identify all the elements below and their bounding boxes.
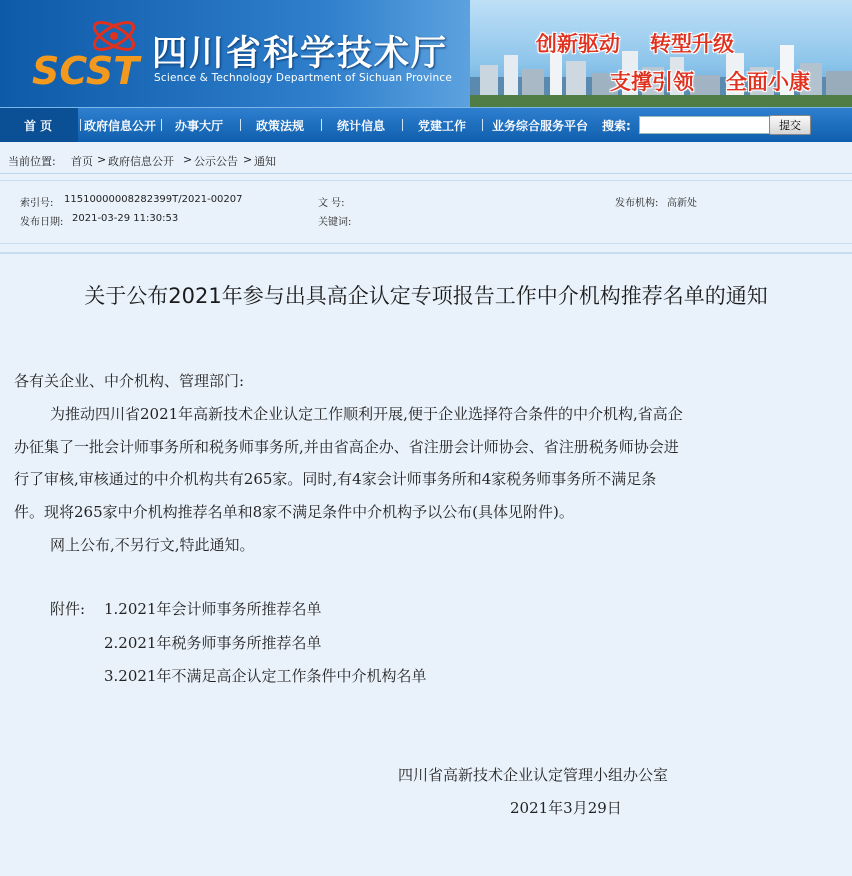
search-submit-button[interactable]: 提交 xyxy=(769,115,811,135)
date-value: 2021-03-29 11:30:53 xyxy=(72,213,179,224)
attachment-item[interactable]: 3.2021年不满足高企认定工作条件中介机构名单 xyxy=(104,667,427,685)
scst-logo-icon xyxy=(32,14,147,94)
search-label: 搜索: xyxy=(602,119,631,133)
breadcrumb-sep: > xyxy=(97,153,107,166)
index-label: 索引号: xyxy=(20,198,54,209)
nav-item-policies[interactable]: 政策法规 xyxy=(256,119,305,133)
paragraph-line: 件。现将265家中介机构推荐名单和8家不满足条件中介机构予以公布(具体见附件)。 xyxy=(14,503,574,521)
logo-lettering: SCST xyxy=(32,49,140,93)
breadcrumb-home[interactable]: 首页 xyxy=(71,155,93,168)
nav-item-party-building[interactable]: 党建工作 xyxy=(418,119,467,133)
nav-separator xyxy=(161,119,162,131)
nav-item-home[interactable]: 首 页 xyxy=(0,108,78,142)
nav-item-statistics[interactable]: 统计信息 xyxy=(337,119,386,133)
attachment-item[interactable]: 2.2021年税务师事务所推荐名单 xyxy=(104,634,322,652)
paragraph-line: 行了审核,审核通过的中介机构共有265家。同时,有4家会计师事务所和4家税务师事务所不满足条 xyxy=(14,470,657,488)
docno-label: 文 号: xyxy=(318,198,345,209)
org-label: 发布机构: xyxy=(615,198,659,209)
nav-item-service-platform[interactable]: 业务综合服务平台 xyxy=(492,119,589,133)
attachments-label: 附件: xyxy=(50,600,86,618)
nav-separator xyxy=(402,119,403,131)
slogan-4: 全面小康 xyxy=(726,70,810,94)
paragraph-line: 办征集了一批会计师事务所和税务师事务所,并由省高企办、省注册会计师协会、省注册税务师协会进 xyxy=(14,438,679,456)
breadcrumb-current[interactable]: 通知 xyxy=(254,155,276,168)
breadcrumb xyxy=(0,145,852,174)
site-subtitle: Science & Technology Department of Sichuan Province xyxy=(154,72,453,84)
search-input[interactable] xyxy=(639,116,771,134)
index-value: 11510000008282399T/2021-00207 xyxy=(64,194,243,205)
document-meta xyxy=(0,180,852,244)
breadcrumb-sep: > xyxy=(243,153,253,166)
article-content xyxy=(0,252,852,876)
breadcrumb-notices[interactable]: 公示公告 xyxy=(194,155,238,168)
signature: 四川省高新技术企业认定管理小组办公室 xyxy=(398,766,669,784)
main-nav xyxy=(0,107,852,142)
org-value: 高新处 xyxy=(667,198,697,209)
slogan-2: 转型升级 xyxy=(650,32,734,56)
breadcrumb-prefix: 当前位置: xyxy=(8,155,56,168)
nav-separator xyxy=(482,119,483,131)
closing-paragraph: 网上公布,不另行文,特此通知。 xyxy=(50,536,255,554)
slogan-1: 创新驱动 xyxy=(536,32,620,56)
nav-item-gov-info[interactable]: 政府信息公开 xyxy=(84,119,157,133)
keywords-label: 关键词: xyxy=(318,217,352,228)
article-title: 关于公布2021年参与出具高企认定专项报告工作中介机构推荐名单的通知 xyxy=(84,284,768,308)
breadcrumb-gov-info[interactable]: 政府信息公开 xyxy=(108,155,174,168)
attachment-item[interactable]: 1.2021年会计师事务所推荐名单 xyxy=(104,600,322,618)
breadcrumb-sep: > xyxy=(183,153,193,166)
sign-date: 2021年3月29日 xyxy=(510,799,622,817)
site-title: 四川省科学技术厅 xyxy=(152,33,449,74)
paragraph-line: 为推动四川省2021年高新技术企业认定工作顺利开展,便于企业选择符合条件的中介机构,省高企 xyxy=(50,405,683,423)
nav-item-service-hall[interactable]: 办事大厅 xyxy=(175,119,224,133)
nav-separator xyxy=(240,119,241,131)
nav-separator xyxy=(80,119,81,131)
slogan-3: 支撑引领 xyxy=(610,70,694,94)
nav-separator xyxy=(321,119,322,131)
salutation: 各有关企业、中介机构、管理部门: xyxy=(14,372,245,390)
site-banner xyxy=(0,0,852,107)
date-label: 发布日期: xyxy=(20,217,64,228)
